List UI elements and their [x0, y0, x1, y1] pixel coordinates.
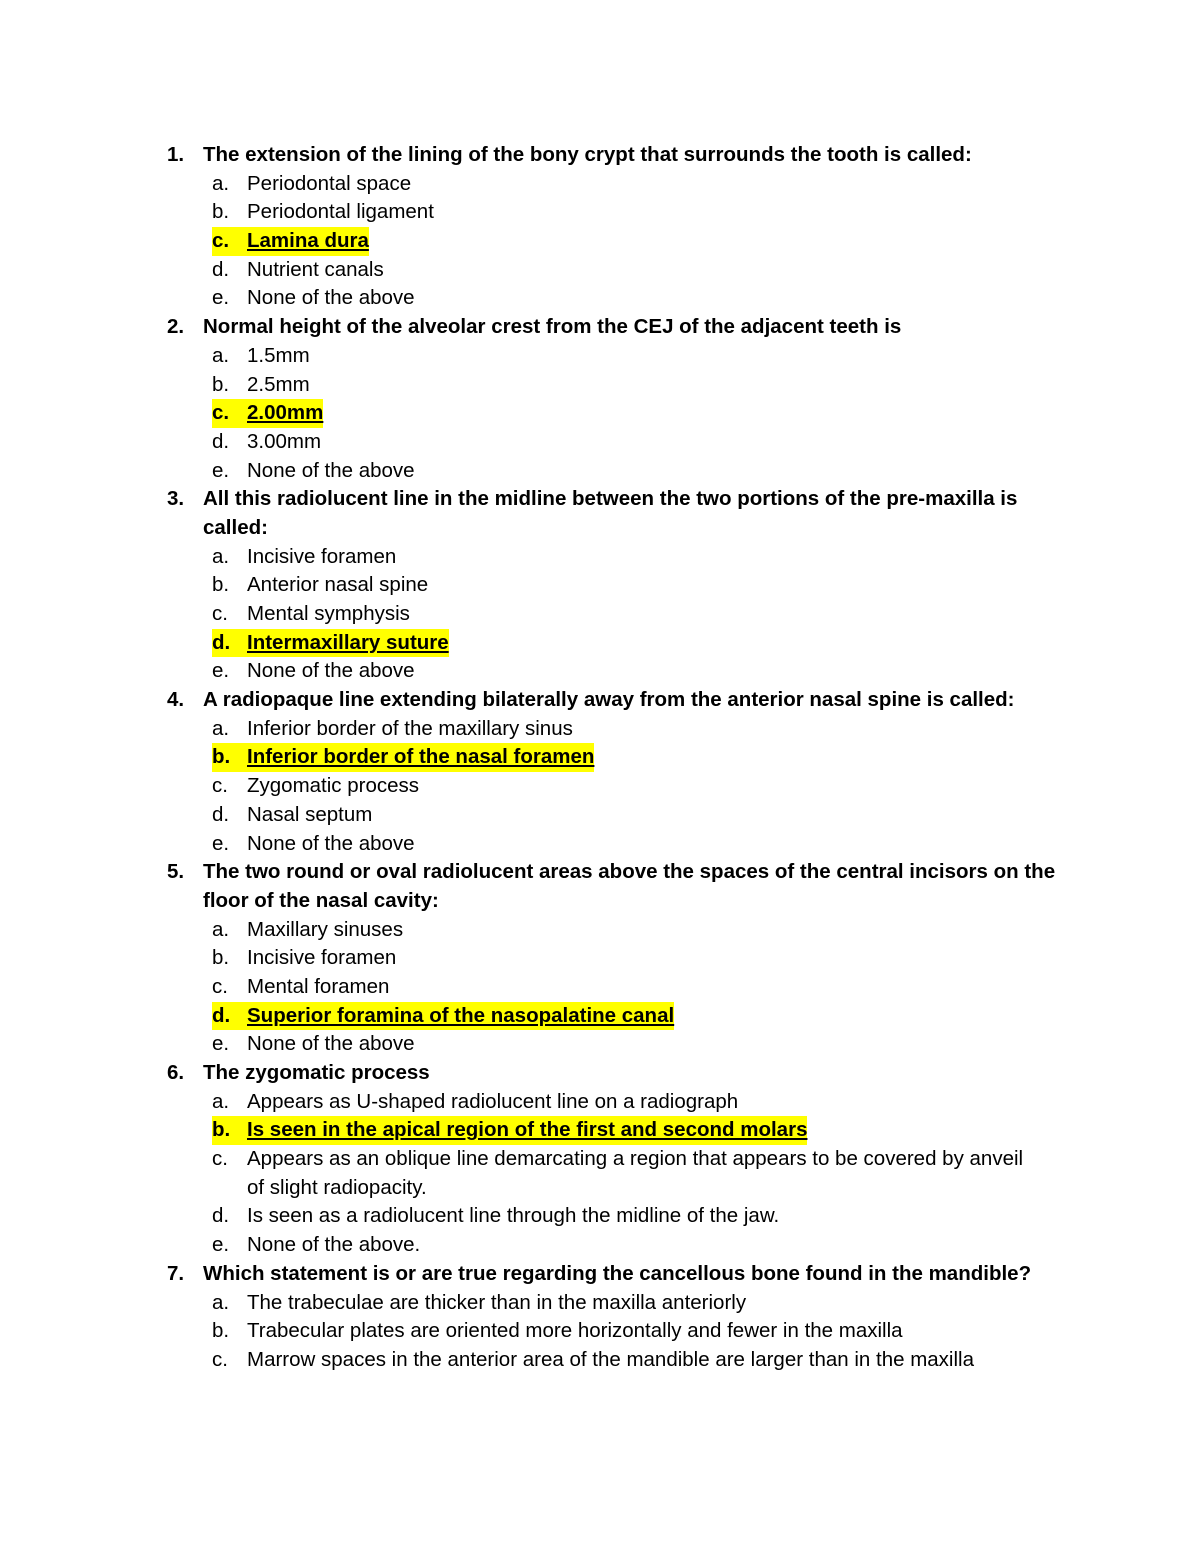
- answer-option-correct: [0, 1116, 1200, 1145]
- option-text: None of the above: [247, 659, 415, 683]
- answer-option: [0, 715, 1200, 744]
- option-text: Is seen as a radiolucent line through the midline of the jaw.: [247, 1204, 780, 1228]
- question-number: 4.: [167, 688, 185, 712]
- question-2: [0, 313, 1200, 342]
- option-letter: c.: [212, 227, 253, 256]
- answer-option: [0, 657, 1200, 686]
- answer-option: [0, 830, 1200, 859]
- question-3: [0, 485, 1200, 514]
- option-text: Appears as U-shaped radiolucent line on a radiograph: [247, 1089, 739, 1113]
- answer-option: [0, 1317, 1200, 1346]
- option-letter: e.: [212, 659, 230, 683]
- option-letter: c.: [212, 774, 228, 798]
- option-letter: d.: [212, 1204, 230, 1228]
- answer-option: [0, 1289, 1200, 1318]
- option-text: None of the above: [247, 286, 415, 310]
- answer-option: [0, 256, 1200, 285]
- option-letter: b.: [212, 743, 254, 772]
- option-letter: a.: [212, 917, 230, 941]
- question-text: The two round or oval radiolucent areas above the spaces of the central incisors on the: [203, 860, 1056, 884]
- question-number: 1.: [167, 143, 185, 166]
- option-text: 2.00mm: [247, 399, 323, 428]
- answer-option: [0, 944, 1200, 973]
- question-5: [0, 858, 1200, 887]
- option-letter: e.: [212, 1032, 230, 1056]
- option-letter: c.: [212, 399, 253, 428]
- option-letter: b.: [212, 372, 230, 396]
- option-text: Zygomatic process: [247, 774, 420, 798]
- answer-option: [0, 371, 1200, 400]
- option-text: Anterior nasal spine: [247, 573, 429, 597]
- option-text: Incisive foramen: [247, 544, 397, 568]
- option-letter: b.: [212, 1116, 254, 1145]
- option-letter: a.: [212, 716, 230, 740]
- option-letter: a.: [212, 171, 230, 195]
- question-text: floor of the nasal cavity:: [203, 888, 439, 912]
- option-text: Trabecular plates are oriented more horizontally and fewer in the maxilla: [247, 1319, 903, 1343]
- answer-option: [0, 1145, 1200, 1174]
- question-text: Which statement is or are true regarding the cancellous bone found in the mandible?: [203, 1261, 1032, 1285]
- option-text: None of the above.: [247, 1233, 421, 1257]
- question-4: [0, 686, 1200, 715]
- answer-option: [0, 1030, 1200, 1059]
- option-text: None of the above: [247, 831, 415, 855]
- option-text: Nutrient canals: [247, 257, 384, 281]
- option-text: Mental foramen: [247, 974, 390, 998]
- option-text: Is seen in the apical region of the first and second molars: [247, 1116, 807, 1145]
- option-text: Nasal septum: [247, 802, 373, 826]
- option-letter: e.: [212, 831, 230, 855]
- answer-option-correct: [0, 399, 1200, 428]
- option-text: Maxillary sinuses: [247, 917, 404, 941]
- answer-option: [0, 1231, 1200, 1260]
- answer-option: [0, 342, 1200, 371]
- answer-option: [0, 1202, 1200, 1231]
- answer-option-correct: [0, 629, 1200, 658]
- option-text: Mental symphysis: [247, 602, 410, 625]
- option-text: Inferior border of the maxillary sinus: [247, 716, 573, 740]
- answer-option: [0, 772, 1200, 801]
- option-letter: b.: [212, 573, 230, 597]
- question-number: 2.: [167, 315, 185, 339]
- question-text-continuation: [0, 887, 1200, 916]
- question-text: called:: [203, 515, 268, 539]
- answer-option: [0, 1088, 1200, 1117]
- question-6: [0, 1059, 1200, 1088]
- answer-option: [0, 973, 1200, 1002]
- answer-option: [0, 457, 1200, 486]
- answer-option: [0, 916, 1200, 945]
- option-text: 3.00mm: [247, 429, 322, 453]
- answer-option: [0, 284, 1200, 313]
- answer-option: [0, 571, 1200, 600]
- option-letter: e.: [212, 458, 230, 482]
- option-letter: d.: [212, 257, 230, 281]
- option-text: None of the above: [247, 1032, 415, 1056]
- option-letter: c.: [212, 974, 228, 998]
- option-text: Intermaxillary suture: [247, 629, 449, 658]
- answer-option: [0, 543, 1200, 572]
- option-letter: d.: [212, 429, 230, 453]
- answer-option-correct: [0, 227, 1200, 256]
- option-letter: e.: [212, 1233, 230, 1257]
- option-letter: b.: [212, 946, 230, 970]
- quiz-document: [0, 141, 1200, 1375]
- option-letter: a.: [212, 1290, 230, 1314]
- answer-option: [0, 198, 1200, 227]
- option-text: The trabeculae are thicker than in the maxilla anteriorly: [247, 1290, 747, 1314]
- answer-option: [0, 428, 1200, 457]
- answer-option: [0, 600, 1200, 629]
- answer-option-correct: [0, 743, 1200, 772]
- option-text: Superior foramina of the nasopalatine canal: [247, 1002, 674, 1031]
- answer-option: [0, 1346, 1200, 1375]
- option-text: Inferior border of the nasal foramen: [247, 743, 594, 772]
- question-number: 3.: [167, 487, 185, 511]
- question-number: 6.: [167, 1061, 185, 1084]
- option-text-continuation: [0, 1174, 1200, 1203]
- answer-option-correct: [0, 1002, 1200, 1031]
- option-text: Periodontal ligament: [247, 200, 434, 224]
- option-text: of slight radiopacity.: [247, 1175, 427, 1199]
- question-number: 5.: [167, 860, 185, 884]
- question-1: [0, 141, 1200, 170]
- option-text: 2.5mm: [247, 372, 310, 396]
- option-letter: d.: [212, 629, 254, 658]
- question-number: 7.: [167, 1261, 185, 1285]
- option-letter: d.: [212, 1002, 254, 1031]
- question-text: A radiopaque line extending bilaterally away from the anterior nasal spine is called:: [203, 688, 1015, 712]
- question-text: Normal height of the alveolar crest from the CEJ of the adjacent teeth is: [203, 315, 902, 339]
- option-letter: e.: [212, 286, 230, 310]
- answer-option: [0, 801, 1200, 830]
- answer-option: [0, 170, 1200, 199]
- question-7: [0, 1260, 1200, 1289]
- option-letter: a.: [212, 343, 230, 367]
- question-text: The extension of the lining of the bony crypt that surrounds the tooth is called:: [203, 143, 972, 166]
- option-letter: b.: [212, 1319, 230, 1343]
- option-letter: d.: [212, 802, 230, 826]
- option-text: Lamina dura: [247, 227, 369, 256]
- option-text: None of the above: [247, 458, 415, 482]
- option-text: Periodontal space: [247, 171, 412, 195]
- question-text-continuation: [0, 514, 1200, 543]
- option-letter: b.: [212, 200, 230, 224]
- question-text: All this radiolucent line in the midline between the two portions of the pre-maxilla is: [203, 487, 1018, 511]
- option-text: 1.5mm: [247, 343, 310, 367]
- option-letter: c.: [212, 1147, 228, 1171]
- option-text: Marrow spaces in the anterior area of the mandible are larger than in the maxilla: [247, 1347, 974, 1371]
- option-letter: c.: [212, 1347, 228, 1371]
- option-letter: a.: [212, 544, 230, 568]
- option-text: Appears as an oblique line demarcating a region that appears to be covered by anveil: [247, 1147, 1024, 1171]
- option-letter: a.: [212, 1089, 230, 1113]
- option-text: Incisive foramen: [247, 946, 397, 970]
- option-letter: c.: [212, 602, 228, 625]
- question-text: The zygomatic process: [203, 1061, 430, 1084]
